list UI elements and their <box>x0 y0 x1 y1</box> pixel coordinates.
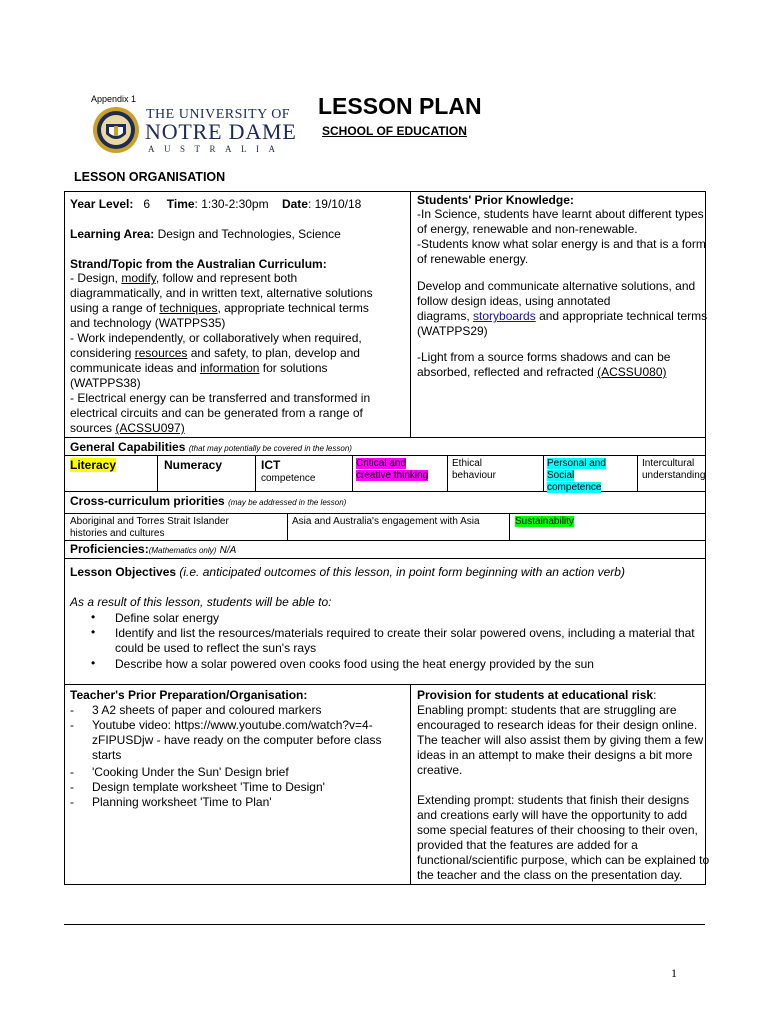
prep-dash: - <box>70 703 74 717</box>
prior-line-4: of renewable energy. <box>417 252 529 266</box>
prior-line-8: (WATPPS29) <box>417 324 488 338</box>
prep-item-4: Design template worksheet 'Time to Design' <box>92 780 325 794</box>
prep-dash: - <box>70 718 74 732</box>
bullet-icon: • <box>91 625 96 639</box>
prep-dash: - <box>70 765 74 779</box>
risk-line-11: the teacher and the class on the presentation day. <box>417 868 683 882</box>
prior-line-3: -Students know what solar energy is and that is a form <box>417 237 706 251</box>
bullet-icon: • <box>91 656 96 670</box>
objective-3: Describe how a solar powered oven cooks food using the heat energy provided by the sun <box>115 657 594 671</box>
strand-line-8: (WATPPS38) <box>70 376 141 390</box>
strand-line-10: electrical circuits and can be generated from a range of <box>70 406 363 420</box>
university-logo <box>92 106 297 156</box>
learning-area: Learning Area: Design and Technologies, Science <box>70 227 341 241</box>
capability-ethical: Ethical behaviour <box>452 458 496 481</box>
strand-line-3: using a range of techniques, appropriate technical terms <box>70 301 369 315</box>
capability-personal: Personal and Social competence <box>547 458 606 493</box>
prior-line-2: of energy, renewable and non-renewable. <box>417 222 638 236</box>
prior-line-9: -Light from a source forms shadows and can be <box>417 350 671 364</box>
prep-item-1: 3 A2 sheets of paper and coloured markers <box>92 703 322 717</box>
strand-heading: Strand/Topic from the Australian Curriculum: <box>70 257 327 271</box>
risk-line-5: creative. <box>417 763 463 777</box>
storyboards-link[interactable]: storyboards <box>473 309 536 323</box>
strand-line-1: - Design, modify, follow and represent both <box>70 271 298 285</box>
university-name-line1: THE UNIVERSITY OF <box>146 107 291 122</box>
prep-dash: - <box>70 795 74 809</box>
objective-2-cont: could be used to reflect the sun's rays <box>115 641 317 655</box>
university-name-line3: AUSTRALIA <box>148 144 285 154</box>
page-subtitle: SCHOOL OF EDUCATION <box>322 124 467 138</box>
page-number: 1 <box>671 966 677 980</box>
cross-curriculum-sustainability: Sustainability <box>515 516 574 527</box>
footer-divider <box>64 924 705 925</box>
risk-line-8: some special features of their choosing to their oven, <box>417 823 698 837</box>
prep-dash: - <box>70 780 74 794</box>
strand-line-11: sources (ACSSU097) <box>70 421 185 435</box>
strand-line-7: communicate ideas and information for solutions <box>70 361 328 375</box>
university-seal-icon <box>92 106 140 154</box>
prior-line-10: absorbed, reflected and refracted (ACSSU080) <box>417 365 667 379</box>
objective-1: Define solar energy <box>115 611 220 625</box>
prep-item-2: Youtube video: https://www.youtube.com/watch?v=4- <box>92 718 373 732</box>
university-name-line2: NOTRE DAME <box>145 119 297 144</box>
risk-line-4: ideas in an attempt to make their designs a bit more <box>417 748 693 762</box>
capability-ict-sub: competence <box>261 473 316 484</box>
prep-item-2-cont2: starts <box>92 748 122 762</box>
prep-item-3: 'Cooking Under the Sun' Design brief <box>92 765 289 779</box>
objective-2: Identify and list the resources/materials required to create their solar powered ovens, including a material that <box>115 626 695 640</box>
strand-line-4: and technology (WATPPS35) <box>70 316 226 330</box>
page-title: LESSON PLAN <box>318 93 482 119</box>
bullet-icon: • <box>91 610 96 624</box>
cross-curriculum-aboriginal: Aboriginal and Torres Strait Islander histories and cultures <box>70 516 229 539</box>
strand-line-5: - Work independently, or collaboratively when required, <box>70 331 362 345</box>
prior-knowledge-heading: Students' Prior Knowledge: <box>417 193 574 207</box>
objectives-heading: Lesson Objectives (i.e. anticipated outcomes of this lesson, in point form beginning with an action verb) <box>70 565 625 579</box>
capability-intercultural: Intercultural understanding <box>642 458 706 481</box>
prior-line-1: -In Science, students have learnt about different types <box>417 207 704 221</box>
capability-numeracy: Numeracy <box>164 458 223 472</box>
prior-line-5: Develop and communicate alternative solutions, and <box>417 279 696 293</box>
prior-line-7: diagrams, storyboards and appropriate technical terms <box>417 309 708 323</box>
cross-curriculum-heading: Cross-curriculum priorities (may be addressed in the lesson) <box>70 494 347 508</box>
capability-ict: ICT <box>261 458 281 472</box>
risk-line-10: functional/scientific purpose, which can be explained to <box>417 853 710 867</box>
risk-line-1: Enabling prompt: students that are struggling are <box>417 703 677 717</box>
prep-item-2-cont: zFIPUSDjw - have ready on the computer before class <box>92 733 382 747</box>
appendix-label: Appendix 1 <box>91 94 137 104</box>
risk-heading: Provision for students at educational risk: <box>417 688 657 702</box>
capability-literacy: Literacy <box>70 458 117 472</box>
cross-curriculum-asia: Asia and Australia's engagement with Asia <box>292 516 480 527</box>
risk-line-6: Extending prompt: students that finish their designs <box>417 793 690 807</box>
prep-item-5: Planning worksheet 'Time to Plan' <box>92 795 272 809</box>
capability-critical: Critical and creative thinking <box>356 458 429 481</box>
risk-line-7: and creations early will have the opportunity to add <box>417 808 688 822</box>
year-time-date-row: Year Level: 6 Time: 1:30-2:30pm Date: 19/10/18 <box>70 197 362 211</box>
proficiencies-row: Proficiencies:(Mathematics only) N/A <box>70 542 237 556</box>
preparation-heading: Teacher's Prior Preparation/Organisation: <box>70 688 308 702</box>
prior-line-6: follow design ideas, using annotated <box>417 294 611 308</box>
strand-line-6: considering resources and safety, to plan, develop and <box>70 346 360 360</box>
strand-line-9: - Electrical energy can be transferred and transformed in <box>70 391 371 405</box>
risk-line-3: The teacher will also assist them by giving them a few <box>417 733 704 747</box>
strand-line-2: diagrammatically, and in written text, alternative solutions <box>70 286 373 300</box>
risk-line-2: encouraged to research ideas for their design online. <box>417 718 698 732</box>
objectives-intro: As a result of this lesson, students will be able to: <box>70 595 332 609</box>
risk-line-9: provided that the features are added for a <box>417 838 638 852</box>
section-heading: LESSON ORGANISATION <box>74 170 226 184</box>
capabilities-heading: General Capabilities (that may potentially be covered in the lesson) <box>70 440 352 454</box>
